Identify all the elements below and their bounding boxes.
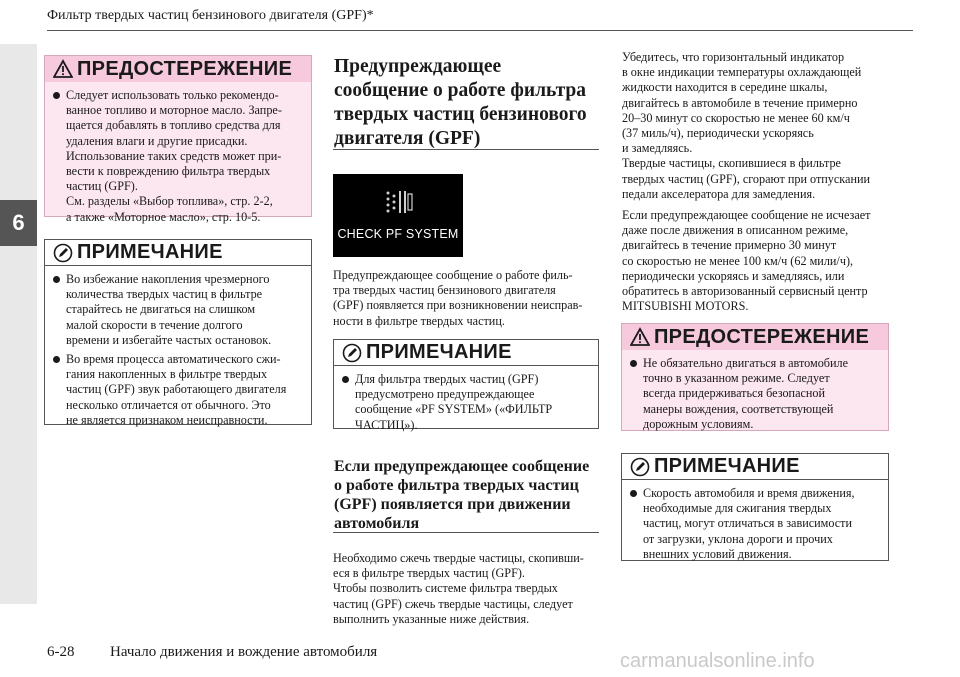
warning-triangle-icon bbox=[53, 59, 73, 79]
list-item: Не обязательно двигаться в автомобиле точно в указанном режиме. Следует всегда придерживаться безопасной манеры вождения, соответствующей дорожным условиям. bbox=[630, 356, 882, 432]
list-item: Для фильтра твердых частиц (GPF) предусмотрено предупреждающее сообщение «PF SYSTEM» («ФИЛЬТР ЧАСТИЦ»). bbox=[342, 372, 592, 433]
note-label: ПРИМЕЧАНИЕ bbox=[77, 241, 223, 263]
section-rule bbox=[333, 149, 599, 150]
warning-box-right bbox=[621, 323, 889, 431]
section-rule bbox=[333, 532, 599, 533]
warning-label: ПРЕДОСТЕРЕЖЕНИЕ bbox=[654, 325, 870, 348]
pencil-note-icon bbox=[53, 243, 73, 263]
note-label: ПРИМЕЧАНИЕ bbox=[366, 341, 512, 363]
note-box-left bbox=[44, 239, 312, 425]
note-box-middle bbox=[333, 339, 599, 432]
warning-display-image bbox=[333, 174, 463, 257]
chapter-tab: 6 bbox=[0, 200, 37, 246]
section-heading: Если предупреждающее сообщение о работе фильтра твердых частиц (GPF) появляется при движении автомобиля bbox=[334, 458, 590, 532]
page-header-title: Фильтр твердых частиц бензинового двигателя (GPF)* bbox=[47, 8, 374, 23]
list-item: Во избежание накопления чрезмерного количества твердых частиц в фильтре старайтесь не двигаться на слишком малой скорости в течение долгого времени и избегайте частых остановок. bbox=[53, 272, 305, 348]
warning-label: ПРЕДОСТЕРЕЖЕНИЕ bbox=[77, 57, 293, 80]
note-box-right bbox=[621, 453, 889, 561]
paragraph: Предупреждающее сообщение о работе филь- тра твердых частиц бензинового двигателя (GPF) появляется при возникновении неисправ- ности в фильтре твердых частиц. bbox=[333, 268, 583, 328]
page-number: 6-28 bbox=[47, 644, 75, 660]
note-box-header bbox=[45, 240, 311, 266]
display-message: CHECK PF SYSTEM bbox=[337, 227, 459, 241]
warning-box-header bbox=[45, 56, 311, 82]
side-strip bbox=[0, 44, 37, 604]
note-label: ПРИМЕЧАНИЕ bbox=[654, 455, 800, 477]
pencil-note-icon bbox=[630, 457, 650, 477]
pencil-note-icon bbox=[342, 343, 362, 363]
paragraph: Если предупреждающее сообщение не исчезает даже после движения в описанном режиме, двигайтесь в течение примерно 30 минут со скоростью не менее 100 км/ч (62 мили/ч), периодически ускоряясь и замедляясь, или обратитесь в авторизованный сервисный центр MITSUBISHI MOTORS. bbox=[622, 208, 871, 314]
list-item: Следует использовать только рекомендо- ванное топливо и моторное масло. Запре- щается добавлять в топливо средства для удаления влаги и другие присадки. Использование таких средств может при- вести к повреждению фильтра твердых частиц (GPF). См. разделы «Выбор топлива», стр. 2-2, а также «Моторное масло», стр. 10-5. bbox=[53, 88, 305, 225]
note-box-header bbox=[622, 454, 888, 480]
gpf-filter-icon bbox=[383, 188, 413, 216]
warning-triangle-icon bbox=[630, 327, 650, 347]
watermark: carmanualsonline.info bbox=[620, 650, 815, 672]
note-box-header bbox=[334, 340, 598, 366]
paragraph: Убедитесь, что горизонтальный индикатор в окне индикации температуры охлаждающей жидкости находится в середине шкалы, двигайтесь в автомобиле в течение примерно 20–30 минут со скоростью не менее 60 км/ч (37 миль/ч), периодически ускоряясь и замедляясь. Твердые частицы, скопившиеся в фильтре твердых частиц (GPF), сгорают при отпускании педали акселератора для замедления. bbox=[622, 50, 871, 201]
list-item: Скорость автомобиля и время движения, необходимые для сжигания твердых частиц, могут отличаться в зависимости от загрузки, уклона дороги и прочих внешних условий движения. bbox=[630, 486, 882, 562]
section-heading: Предупреждающее сообщение о работе фильтра твердых частиц бензинового двигателя (GPF) bbox=[334, 56, 587, 149]
header-rule bbox=[47, 30, 913, 31]
paragraph: Необходимо сжечь твердые частицы, скопивши- еся в фильтре твердых частиц (GPF). Чтобы позволить системе фильтра твердых частиц (GPF) сжечь твердые частицы, следует выполнить указанные ниже действия. bbox=[333, 551, 584, 626]
list-item: Во время процесса автоматического сжи- гания накопленных в фильтре твердых частиц (GPF) звук работающего двигателя несколько отличается от обычного. Это не является признаком неисправности. bbox=[53, 352, 305, 428]
warning-box-header bbox=[622, 324, 888, 350]
warning-box-left bbox=[44, 55, 312, 224]
footer-chapter-title: Начало движения и вождение автомобиля bbox=[110, 644, 378, 660]
